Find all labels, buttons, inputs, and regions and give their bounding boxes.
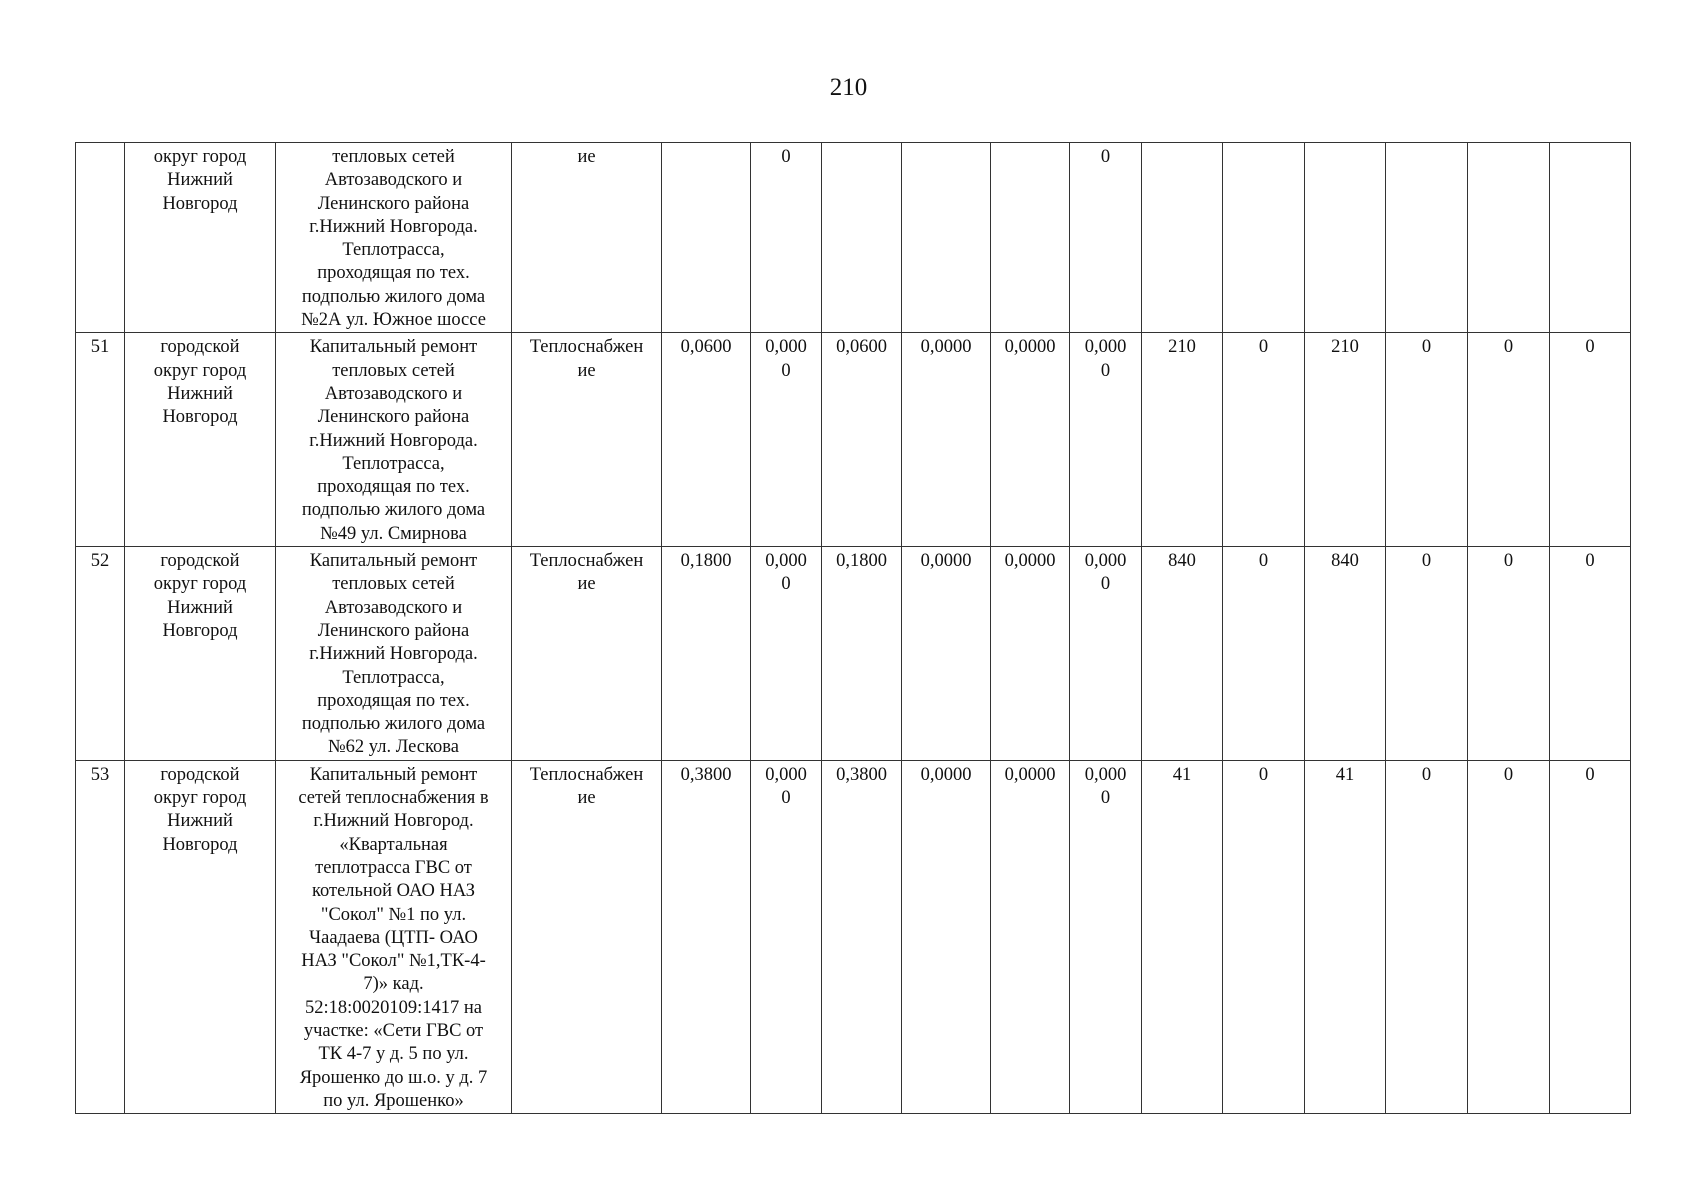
cell-text-line: 0 <box>781 147 791 167</box>
amount-cell-3 <box>1305 547 1386 761</box>
cell-text-line: Нижний <box>167 383 233 404</box>
cell-text-line: Теплоснабжен <box>529 551 644 572</box>
cell-text-line: «Квартальная <box>339 834 448 855</box>
cell-text-line: 210 <box>1331 337 1359 358</box>
cell-text-line: 0 <box>1258 764 1269 785</box>
cell-text-line: тепловых сетей <box>332 147 455 167</box>
amount-cell-4 <box>1386 760 1468 1113</box>
cell-text-line: 0 <box>1421 337 1432 358</box>
cell-text-line: Ярошенко до ш.о. у д. 7 <box>299 1067 488 1088</box>
cell-text-line: №2А ул. Южное шоссе <box>301 310 486 331</box>
municipality-cell <box>125 547 276 761</box>
cell-text-line: 0 <box>1503 337 1514 358</box>
amount-cell-2 <box>1223 547 1305 761</box>
amount-cell-3 <box>1305 143 1386 333</box>
amount-cell-5 <box>1468 143 1550 333</box>
cell-text-line: ТК 4-7 у д. 5 по ул. <box>318 1044 469 1065</box>
cell-text-line: 0,3800 <box>680 764 732 785</box>
value-cell-4 <box>902 760 991 1113</box>
amount-cell-6 <box>1550 547 1631 761</box>
cell-text-line: 53 <box>90 764 110 785</box>
amount-cell-4 <box>1386 143 1468 333</box>
amount-cell-6 <box>1550 333 1631 547</box>
cell-text-line: Чаадаева (ЦТП- ОАО <box>309 927 478 948</box>
cell-text-line: Теплотрасса, <box>342 667 445 688</box>
municipality-cell <box>125 143 276 333</box>
cell-text-line: 52:18:0020109:1417 на <box>305 997 482 1018</box>
cell-text-line: 51 <box>90 337 110 358</box>
cell-text-line: г.Нижний Новгород. <box>313 811 474 832</box>
cell-text-line: 0 <box>781 360 791 381</box>
cell-text-line: г.Нижний Новгорода. <box>309 430 478 451</box>
cell-text-line: подполью жилого дома <box>301 714 486 735</box>
cell-text-line: городской <box>160 551 240 572</box>
cell-text-line: сетей теплоснабжения в <box>298 788 489 809</box>
table-body <box>76 143 1631 1114</box>
value-cell-4 <box>902 143 991 333</box>
cell-text-line: 0 <box>1503 764 1514 785</box>
table-row <box>76 143 1631 333</box>
cell-text-line: 840 <box>1331 551 1359 572</box>
cell-text-line: Нижний <box>167 597 233 618</box>
object-description-cell <box>276 333 512 547</box>
cell-text-line: 0 <box>1585 764 1595 785</box>
cell-text-line: 0,0000 <box>1004 337 1056 358</box>
cell-text-line: Теплоснабжен <box>529 337 644 358</box>
cell-text-line: Ленинского района <box>317 193 470 214</box>
row-number-cell <box>76 143 125 333</box>
cell-text-line: 0,0000 <box>1004 764 1056 785</box>
cell-text-line: округ город <box>153 147 247 167</box>
cell-text-line: 0 <box>1585 337 1595 358</box>
cell-text-line: 0,0600 <box>680 337 732 358</box>
cell-text-line: Капитальный ремонт <box>309 551 478 572</box>
cell-text-line: Капитальный ремонт <box>309 764 478 785</box>
value-cell-6 <box>1070 760 1142 1113</box>
cell-text-line: 0 <box>781 574 791 595</box>
cell-text-line: участке: «Сети ГВС от <box>303 1020 484 1041</box>
value-cell-6 <box>1070 143 1142 333</box>
municipality-cell <box>125 760 276 1113</box>
table-row <box>76 333 1631 547</box>
value-cell-3 <box>822 547 902 761</box>
cell-text-line: Ленинского района <box>317 620 470 641</box>
cell-text-line: тепловых сетей <box>332 574 455 595</box>
amount-cell-1 <box>1142 143 1223 333</box>
cell-text-line: г.Нижний Новгорода. <box>309 216 478 237</box>
cell-text-line: 0,000 <box>765 337 807 358</box>
cell-text-line: ие <box>577 788 596 809</box>
cell-text-line: 0 <box>1585 551 1595 572</box>
value-cell-5 <box>991 333 1070 547</box>
cell-text-line: Теплотрасса, <box>342 453 445 474</box>
cell-text-line: ие <box>577 360 596 381</box>
cell-text-line: 840 <box>1168 551 1196 572</box>
object-description-cell <box>276 547 512 761</box>
value-cell-1 <box>662 143 751 333</box>
object-description-cell <box>276 143 512 333</box>
cell-text-line: городской <box>160 337 240 358</box>
cell-text-line: 41 <box>1335 764 1355 785</box>
amount-cell-6 <box>1550 143 1631 333</box>
amount-cell-3 <box>1305 760 1386 1113</box>
cell-text-line: 0,0000 <box>920 551 972 572</box>
amount-cell-2 <box>1223 333 1305 547</box>
value-cell-4 <box>902 333 991 547</box>
table-row <box>76 760 1631 1113</box>
sector-type-cell <box>512 760 662 1113</box>
value-cell-5 <box>991 547 1070 761</box>
cell-text-line: 0,0000 <box>920 337 972 358</box>
cell-text-line: проходящая по тех. <box>317 263 470 284</box>
cell-text-line: Теплотрасса, <box>342 240 445 261</box>
cell-text-line: 0,000 <box>765 764 807 785</box>
cell-text-line: 0 <box>781 788 791 809</box>
cell-text-line: 41 <box>1172 764 1192 785</box>
cell-text-line: 0,3800 <box>836 764 887 785</box>
cell-text-line: 0 <box>1100 788 1111 809</box>
cell-text-line: Ленинского района <box>317 407 470 428</box>
cell-text-line: Капитальный ремонт <box>309 337 478 358</box>
cell-text-line: по ул. Ярошенко» <box>323 1090 464 1111</box>
amount-cell-2 <box>1223 143 1305 333</box>
sector-type-cell <box>512 547 662 761</box>
sector-type-cell <box>512 143 662 333</box>
cell-text-line: 0,000 <box>1084 551 1127 572</box>
cell-text-line: 0 <box>1100 574 1111 595</box>
value-cell-1 <box>662 333 751 547</box>
cell-text-line: 0,0600 <box>836 337 887 358</box>
page-number: 210 <box>829 74 868 101</box>
cell-text-line: №49 ул. Смирнова <box>320 523 467 544</box>
amount-cell-4 <box>1386 547 1468 761</box>
cell-text-line: 0 <box>1100 360 1111 381</box>
cell-text-line: г.Нижний Новгорода. <box>309 644 478 665</box>
value-cell-6 <box>1070 333 1142 547</box>
cell-text-line: ие <box>577 147 596 167</box>
amount-cell-1 <box>1142 547 1223 761</box>
value-cell-3 <box>822 333 902 547</box>
value-cell-1 <box>662 547 751 761</box>
amount-cell-1 <box>1142 760 1223 1113</box>
financing-table <box>75 142 1631 1114</box>
cell-text-line: 0 <box>1421 551 1432 572</box>
cell-text-line: 0 <box>1258 551 1269 572</box>
cell-text-line: теплотрасса ГВС от <box>315 857 472 878</box>
row-number-cell <box>76 760 125 1113</box>
cell-text-line: проходящая по тех. <box>317 477 470 498</box>
amount-cell-2 <box>1223 760 1305 1113</box>
cell-text-line: округ город <box>153 360 247 381</box>
cell-text-line: 0 <box>1100 147 1111 167</box>
table-row <box>76 547 1631 761</box>
amount-cell-5 <box>1468 760 1550 1113</box>
value-cell-2 <box>751 547 822 761</box>
cell-text-line: подполью жилого дома <box>301 500 486 521</box>
cell-text-line: "Сокол" №1 по ул. <box>320 904 467 925</box>
cell-text-line: Автозаводского и <box>324 597 463 618</box>
cell-text-line: городской <box>160 764 240 785</box>
value-cell-2 <box>751 143 822 333</box>
object-description-cell <box>276 760 512 1113</box>
value-cell-6 <box>1070 547 1142 761</box>
sector-type-cell <box>512 333 662 547</box>
cell-text-line: 7)» кад. <box>363 974 424 995</box>
cell-text-line: тепловых сетей <box>332 360 455 381</box>
cell-text-line: Новгород <box>162 620 238 641</box>
cell-text-line: Новгород <box>162 193 238 214</box>
cell-text-line: НАЗ "Сокол" №1,ТК-4- <box>301 951 486 972</box>
value-cell-5 <box>991 143 1070 333</box>
cell-text-line: подполью жилого дома <box>301 286 486 307</box>
value-cell-3 <box>822 143 902 333</box>
value-cell-3 <box>822 760 902 1113</box>
cell-text-line: 0,1800 <box>836 551 887 572</box>
cell-text-line: округ город <box>153 574 247 595</box>
amount-cell-6 <box>1550 760 1631 1113</box>
amount-cell-5 <box>1468 547 1550 761</box>
value-cell-2 <box>751 760 822 1113</box>
cell-text-line: Новгород <box>162 407 238 428</box>
cell-text-line: 0 <box>1258 337 1269 358</box>
cell-text-line: 0,000 <box>765 551 807 572</box>
cell-text-line: 0 <box>1421 764 1432 785</box>
cell-text-line: 0,0000 <box>1004 551 1056 572</box>
cell-text-line: 0,000 <box>1084 764 1127 785</box>
cell-text-line: котельной ОАО НАЗ <box>311 881 476 902</box>
value-cell-1 <box>662 760 751 1113</box>
cell-text-line: проходящая по тех. <box>317 690 470 711</box>
amount-cell-5 <box>1468 333 1550 547</box>
cell-text-line: округ город <box>153 788 247 809</box>
cell-text-line: 52 <box>90 551 110 572</box>
cell-text-line: Новгород <box>162 834 238 855</box>
cell-text-line: Нижний <box>167 811 233 832</box>
row-number-cell <box>76 333 125 547</box>
cell-text-line: Нижний <box>167 170 233 191</box>
value-cell-5 <box>991 760 1070 1113</box>
value-cell-4 <box>902 547 991 761</box>
cell-text-line: ие <box>577 574 596 595</box>
value-cell-2 <box>751 333 822 547</box>
row-number-cell <box>76 547 125 761</box>
cell-text-line: 210 <box>1168 337 1196 358</box>
amount-cell-4 <box>1386 333 1468 547</box>
amount-cell-3 <box>1305 333 1386 547</box>
cell-text-line: Теплоснабжен <box>529 764 644 785</box>
cell-text-line: 0,000 <box>1084 337 1127 358</box>
cell-text-line: №62 ул. Лескова <box>328 737 459 758</box>
cell-text-line: Автозаводского и <box>324 383 463 404</box>
cell-text-line: 0 <box>1503 551 1514 572</box>
cell-text-line: 0,0000 <box>920 764 972 785</box>
amount-cell-1 <box>1142 333 1223 547</box>
cell-text-line: Автозаводского и <box>324 170 463 191</box>
municipality-cell <box>125 333 276 547</box>
cell-text-line: 0,1800 <box>680 551 732 572</box>
